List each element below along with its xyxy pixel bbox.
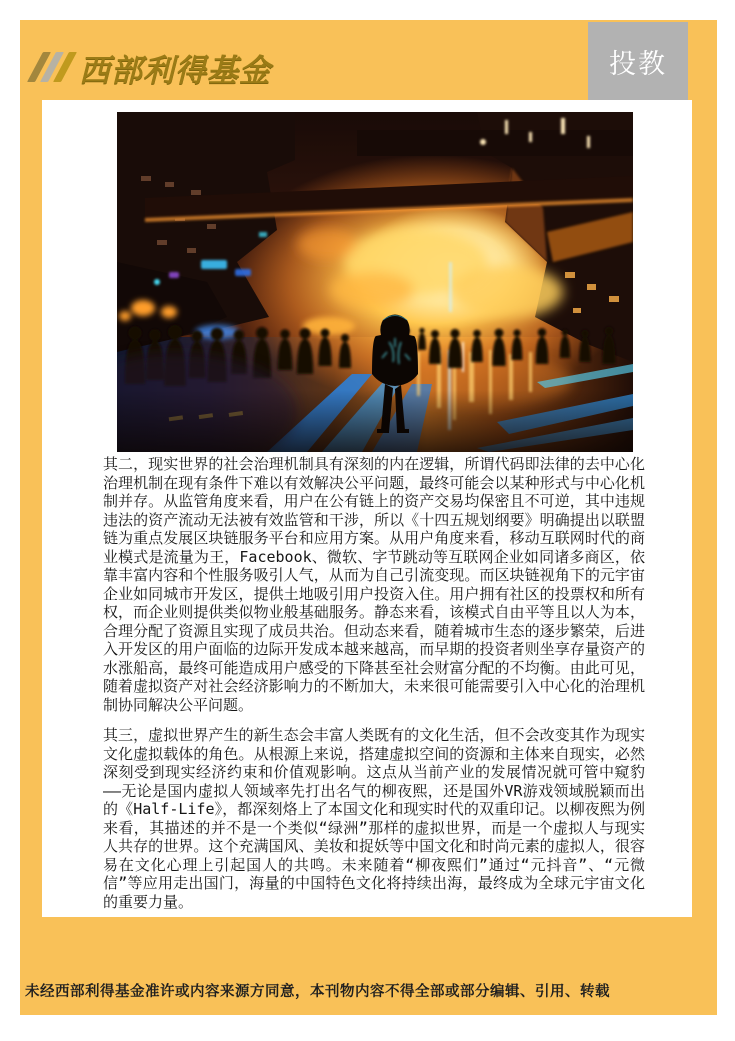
- night-street-illustration: [117, 112, 633, 452]
- page-background: [20, 20, 717, 1015]
- badge-label: 投教: [609, 48, 667, 79]
- copyright-notice: 未经西部利得基金准许或内容来源方同意，本刊物内容不得全部或部分编辑、引用、转载: [25, 984, 610, 1000]
- hero-image: [117, 112, 633, 452]
- content-sheet: [42, 100, 692, 917]
- paragraph-two: 其二，现实世界的社会治理机制具有深刻的内在逻辑，所谓代码即法律的去中心化治理机制在现有条件下难以有效解决公平问题，最终可能会以某种形式与中心化机制并存。从监管角度来看，用户在公有链上的资产交易均保密且不可逆，其中违规违法的资产流动无法被有效监管和干涉，所以《十四五规划纲要》明确提出以联盟链为重点发展区块链服务平台和应用方案。从用户角度来看，移动互联网时代的商业模式是流量为王，Facebook、微软、字节跳动等互联网企业如同诸多商区，依靠丰富内容和个性服务吸引人气，从而为自己引流变现。而区块链视角下的元宇宙企业如同城市开发区，提供土地吸引用户投资入住。用户拥有社区的投票权和所有权，而企业则提供类似物业般基础服务。静态来看，该模式自由平等且以人为本，合理分配了资源且实现了成员共治。但动态来看，随着城市生态的逐步繁荣，后进入开发区的用户面临的边际开发成本越来越高，而早期的投资者则坐享存量资产的水涨船高，最终可能造成用户感受的下降甚至社会财富分配的不均衡。由此可见，随着虚拟资产对社会经济影响力的不断加大，未来很可能需要引入中心化的治理机制协同解决公平问题。: [103, 455, 645, 714]
- brand-logo-text: 西部利得基金: [79, 52, 271, 88]
- article-body: [103, 455, 645, 911]
- paragraph-three: 其三，虚拟世界产生的新生态会丰富人类既有的文化生活，但不会改变其作为现实文化虚拟载体的角色。从根源上来说，搭建虚拟空间的资源和主体来自现实，必然深刻受到现实经济约束和价值观影响。这点从当前产业的发展情况就可管中窥豹——无论是国内虚拟人领域率先打出名气的柳夜熙，还是国外VR游戏领域脱颖而出的《Half-Life》，都深刻烙上了本国文化和现实时代的双重印记。以柳夜熙为例来看，其描述的并不是一个类似“绿洲”那样的虚拟世界，而是一个虚拟人与现实人共存的世界。这个充满国风、美妆和捉妖等中国文化和时尚元素的虚拟人，很容易在文化心理上引起国人的共鸣。未来随着“柳夜熙们”通过“元抖音”、“元微信”等应用走出国门，海量的中国特色文化将持续出海，最终成为全球元宇宙文化的重要力量。: [103, 726, 645, 911]
- brand-logo: [35, 44, 271, 90]
- investor-education-badge: [588, 22, 688, 100]
